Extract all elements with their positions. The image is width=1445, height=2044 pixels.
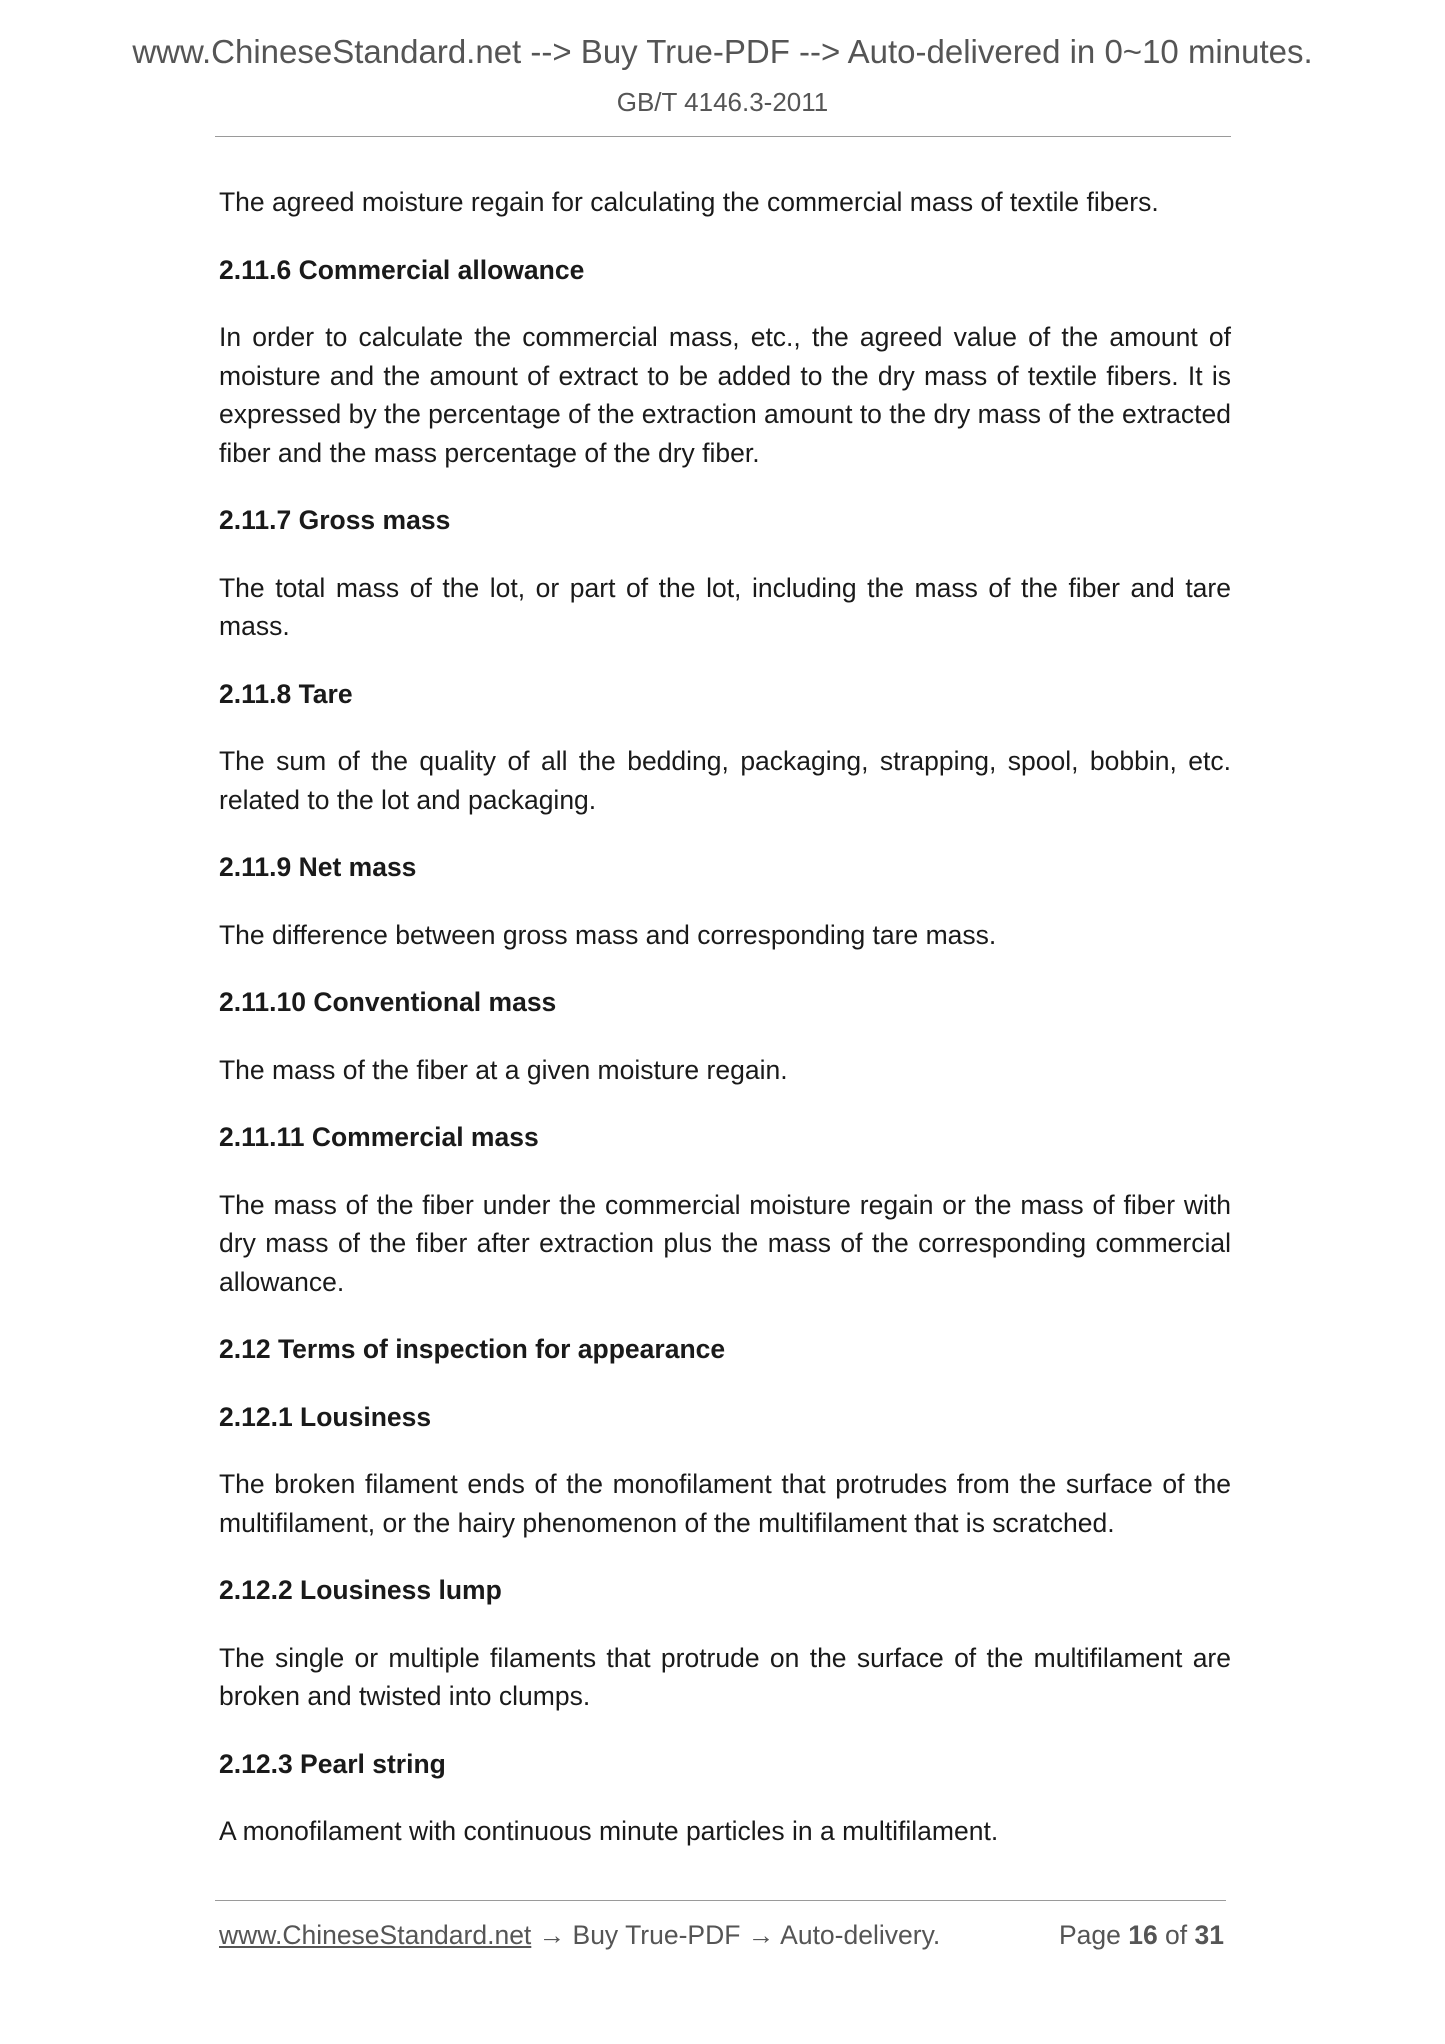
page-label: Page: [1058, 1920, 1129, 1950]
section-heading: 2.12.1 Lousiness: [219, 1401, 432, 1432]
footer-site-link[interactable]: www.ChineseStandard.net: [219, 1920, 532, 1950]
section-heading: 2.12 Terms of inspection for appearance: [219, 1334, 726, 1364]
section-heading: 2.11.10 Conventional mass: [219, 987, 557, 1017]
top-banner: www.ChineseStandard.net --> Buy True-PDF --> Auto-delivered in 0~10 minutes.: [132, 33, 1313, 70]
paragraph: In order to calculate the commercial mass, etc., the agreed value of the amount of moisture and the amount of extract to be added to the dry mass of textile fibers. It is expressed by the percentage of the extraction amount to the dry mass of the extracted fiber and the mass percentage of the dry fiber.: [219, 322, 1231, 468]
paragraph: The mass of the fiber under the commercial moisture regain or the mass of fiber with dry mass of the fiber after extraction plus the mass of the corresponding commercial allowance.: [219, 1189, 1231, 1297]
paragraph: The agreed moisture regain for calculating the commercial mass of textile fibers.: [219, 187, 1159, 217]
paragraph: The total mass of the lot, or part of the lot, including the mass of the fiber and tare mass.: [219, 572, 1231, 641]
page-of: of: [1157, 1920, 1195, 1950]
paragraph: A monofilament with continuous minute particles in a multifilament.: [219, 1816, 999, 1846]
section-heading: 2.12.2 Lousiness lump: [219, 1575, 502, 1605]
section-heading: 2.11.9 Net mass: [219, 852, 417, 882]
paragraph: The single or multiple filaments that protrude on the surface of the multifilament are broken and twisted into clumps.: [219, 1642, 1231, 1711]
page-total: 31: [1194, 1920, 1224, 1950]
header-divider: [215, 136, 1231, 137]
standard-number: GB/T 4146.3-2011: [616, 87, 829, 117]
section-heading: 2.11.8 Tare: [219, 678, 353, 709]
section-heading: 2.11.6 Commercial allowance: [219, 254, 585, 285]
section-heading: 2.11.11 Commercial mass: [219, 1122, 539, 1152]
section-heading: 2.12.3 Pearl string: [219, 1748, 446, 1779]
paragraph: The sum of the quality of all the bedding, packaging, strapping, spool, bobbin, etc. related to the lot and packaging.: [219, 746, 1231, 815]
document-body: [219, 183, 1231, 1880]
footer-divider: [215, 1900, 1226, 1901]
footer-promo: [219, 1917, 940, 1953]
section-heading: 2.11.7 Gross mass: [219, 505, 451, 535]
paragraph: The difference between gross mass and corresponding tare mass.: [219, 919, 997, 950]
footer-tagline: → Buy True-PDF → Auto-delivery.: [531, 1920, 941, 1950]
page-indicator: [1059, 1917, 1224, 1953]
paragraph: The mass of the fiber at a given moisture regain.: [219, 1054, 788, 1085]
paragraph: The broken filament ends of the monofilament that protrudes from the surface of the multifilament, or the hairy phenomenon of the multifilament that is scratched.: [219, 1469, 1231, 1538]
page-current: 16: [1128, 1920, 1158, 1950]
